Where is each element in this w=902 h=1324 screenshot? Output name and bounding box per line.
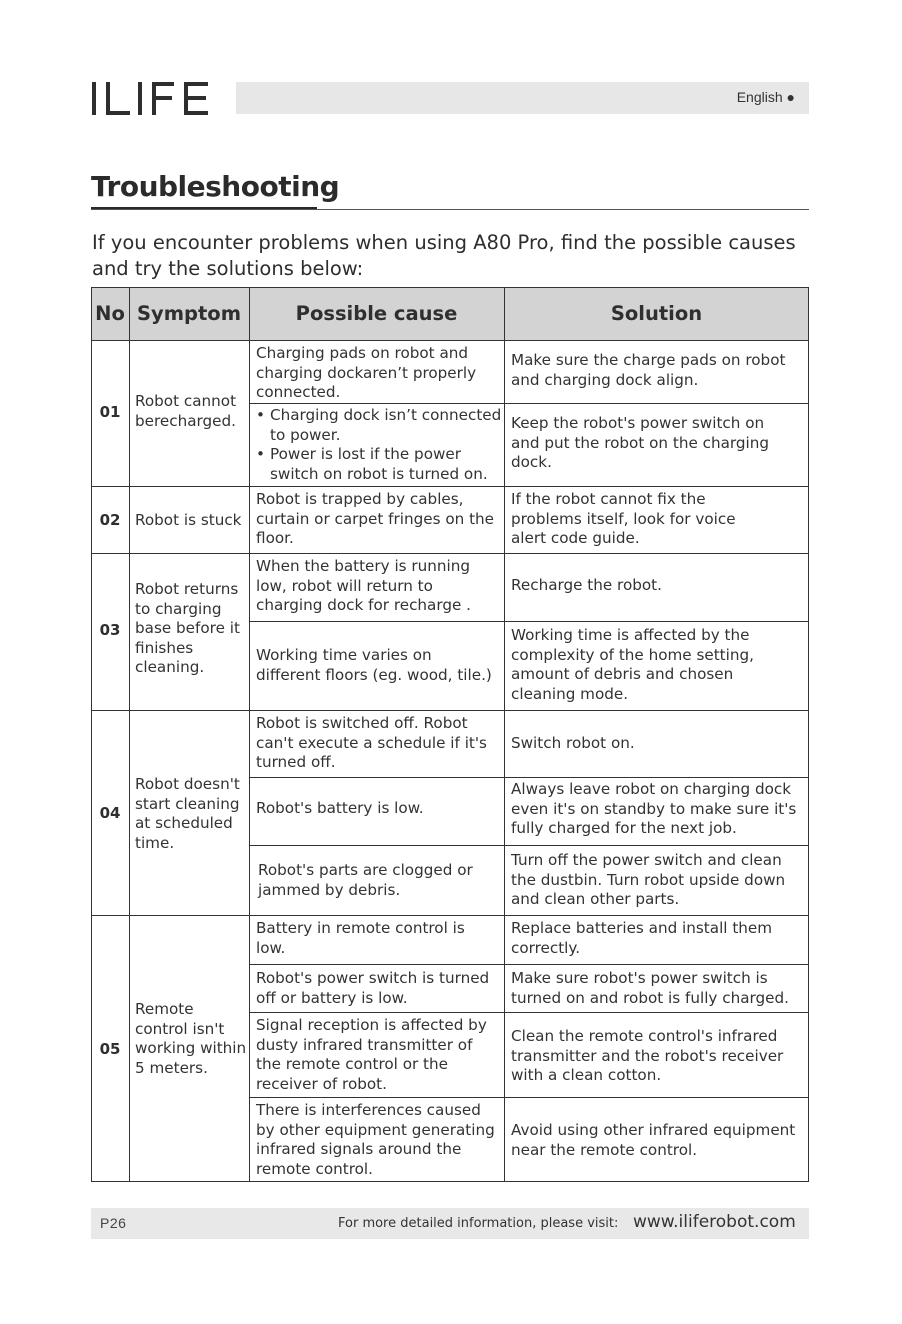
table-border bbox=[91, 287, 92, 1182]
cause-text: Battery in remote control is low. bbox=[256, 919, 465, 957]
table-border bbox=[504, 287, 505, 1182]
solution-text: Make sure robot's power switch is turned on and robot is fully charged. bbox=[511, 969, 789, 1007]
cause-text: Robot is trapped by cables, curtain or carpet fringes on the floor. bbox=[256, 490, 495, 547]
list-item: • Charging dock isn’t connected to power. bbox=[256, 406, 502, 445]
row-number: 04 bbox=[99, 804, 121, 822]
header-bar bbox=[236, 82, 809, 114]
cause-text: When the battery is running low, robot will return to charging dock for recharge . bbox=[256, 557, 471, 614]
cause-text: Robot is switched off. Robot can't execute a schedule if it's turned off. bbox=[256, 714, 487, 771]
cause-text: Charging pads on robot and charging dockaren’t properly connected. bbox=[256, 344, 477, 401]
intro-text: If you encounter problems when using A80 Pro, find the possible causes and try the solutions below: bbox=[92, 231, 796, 280]
divider bbox=[91, 209, 809, 210]
solution-text: Keep the robot's power switch on and put the robot on the charging dock. bbox=[511, 414, 770, 471]
cause-text: Signal reception is affected by dusty infrared transmitter of the remote control or the receiver of robot. bbox=[256, 1016, 487, 1093]
table-border bbox=[91, 710, 809, 711]
header-symptom: Symptom bbox=[129, 287, 249, 340]
table-border bbox=[249, 964, 809, 965]
solution-text: Clean the remote control's infrared transmitter and the robot's receiver with a clean cotton. bbox=[511, 1027, 784, 1084]
page-title: Troubleshooting bbox=[91, 170, 340, 203]
cause-text: There is interferences caused by other equipment generating infrared signals around the remote control. bbox=[256, 1101, 495, 1178]
header-no: No bbox=[91, 287, 129, 340]
header-solution: Solution bbox=[504, 287, 809, 340]
table-border bbox=[249, 1012, 809, 1013]
solution-text: Working time is affected by the complexity of the home setting, amount of debris and chosen cleaning mode. bbox=[511, 626, 754, 703]
troubleshooting-table bbox=[91, 287, 809, 1182]
table-border bbox=[129, 287, 130, 1182]
cause-text: Working time varies on different floors (eg. wood, tile.) bbox=[256, 646, 492, 684]
solution-text: Switch robot on. bbox=[511, 734, 635, 752]
header-cause: Possible cause bbox=[249, 287, 504, 340]
list-item: • Power is lost if the power switch on robot is turned on. bbox=[256, 445, 502, 484]
footer-bar bbox=[91, 1208, 809, 1239]
row-number: 05 bbox=[99, 1040, 121, 1058]
solution-text: Replace batteries and install them correctly. bbox=[511, 919, 773, 957]
row-number: 03 bbox=[99, 621, 121, 639]
table-border bbox=[91, 553, 809, 554]
table-border bbox=[91, 915, 809, 916]
table-border bbox=[91, 1181, 809, 1182]
cause-bullet-list bbox=[256, 406, 502, 484]
website-link[interactable]: www.iliferobot.com bbox=[633, 1212, 796, 1232]
solution-text: Always leave robot on charging dock even it's on standby to make sure it's fully charged for the next job. bbox=[511, 780, 797, 837]
symptom-text: Robot is stuck bbox=[135, 511, 242, 529]
cause-text: Robot's battery is low. bbox=[256, 799, 424, 817]
solution-text: Avoid using other infrared equipment near the remote control. bbox=[511, 1121, 796, 1159]
symptom-text: Robot returns to charging base before it finishes cleaning. bbox=[135, 580, 240, 676]
row-number: 02 bbox=[99, 511, 121, 529]
table-border bbox=[91, 287, 809, 288]
solution-text: Make sure the charge pads on robot and charging dock align. bbox=[511, 351, 786, 389]
table-border bbox=[808, 287, 809, 1182]
symptom-text: Robot cannot berecharged. bbox=[135, 392, 237, 430]
bullet-icon: ● bbox=[786, 89, 795, 105]
table-border bbox=[91, 340, 809, 341]
row-number: 01 bbox=[99, 403, 121, 421]
table-border bbox=[249, 1097, 809, 1098]
footer-text: For more detailed information, please visit: bbox=[338, 1216, 619, 1231]
solution-text: Turn off the power switch and clean the dustbin. Turn robot upside down and clean other parts. bbox=[511, 851, 786, 908]
cause-text: Robot's parts are clogged or jammed by debris. bbox=[258, 861, 473, 899]
table-border bbox=[249, 777, 809, 778]
solution-text: Recharge the robot. bbox=[511, 576, 662, 594]
language-label: English ● bbox=[736, 89, 795, 105]
symptom-text: Remote control isn't working within 5 meters. bbox=[135, 1000, 247, 1077]
table-border bbox=[249, 403, 809, 404]
solution-text: If the robot cannot fix the problems itself, look for voice alert code guide. bbox=[511, 490, 736, 547]
table-border bbox=[249, 845, 809, 846]
table-border bbox=[249, 621, 809, 622]
page-number: P26 bbox=[100, 1215, 127, 1231]
symptom-text: Robot doesn't start cleaning at scheduled time. bbox=[135, 775, 240, 852]
table-border bbox=[91, 486, 809, 487]
cause-text: Robot's power switch is turned off or battery is low. bbox=[256, 969, 490, 1007]
ilife-logo bbox=[90, 78, 212, 118]
table-border bbox=[249, 287, 250, 1182]
